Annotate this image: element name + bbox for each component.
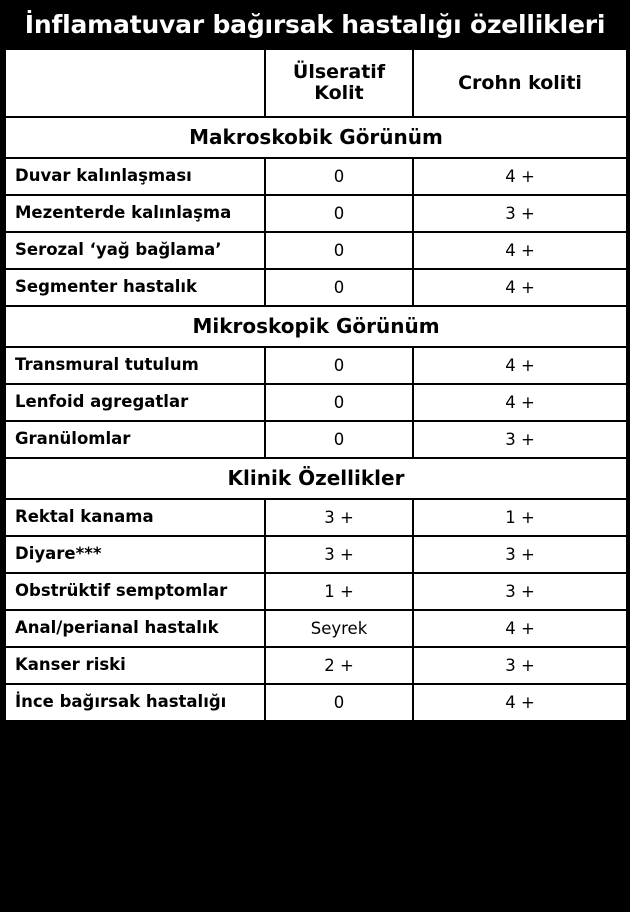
row-value-cd: 4 + — [413, 610, 627, 647]
row-label: Rektal kanama — [5, 499, 265, 536]
row-label: Segmenter hastalık — [5, 269, 265, 306]
section-heading: Klinik Özellikler — [5, 458, 627, 499]
row-value-cd: 4 + — [413, 347, 627, 384]
row-value-uc: 0 — [265, 269, 413, 306]
row-value-cd: 4 + — [413, 232, 627, 269]
row-value-uc: 0 — [265, 158, 413, 195]
row-value-cd: 3 + — [413, 536, 627, 573]
row-label: İnce bağırsak hastalığı — [5, 684, 265, 721]
row-value-cd: 4 + — [413, 384, 627, 421]
row-value-cd: 3 + — [413, 647, 627, 684]
row-value-cd: 3 + — [413, 195, 627, 232]
table-row — [5, 232, 627, 269]
row-value-uc: 0 — [265, 232, 413, 269]
row-value-cd: 3 + — [413, 421, 627, 458]
row-label: Kanser riski — [5, 647, 265, 684]
table-row — [5, 610, 627, 647]
row-value-cd: 3 + — [413, 573, 627, 610]
row-value-cd: 1 + — [413, 499, 627, 536]
section-heading-row — [5, 117, 627, 158]
page-title: İnflamatuvar bağırsak hastalığı özellikleri — [4, 4, 626, 48]
row-label: Serozal ‘yağ bağlama’ — [5, 232, 265, 269]
table-row — [5, 536, 627, 573]
table-row — [5, 647, 627, 684]
row-value-uc: 0 — [265, 421, 413, 458]
row-label: Obstrüktif semptomlar — [5, 573, 265, 610]
table-row — [5, 158, 627, 195]
header-cell-feature — [5, 49, 265, 117]
row-value-uc: 2 + — [265, 647, 413, 684]
row-value-uc: 0 — [265, 384, 413, 421]
table-row — [5, 421, 627, 458]
table-row — [5, 195, 627, 232]
row-label: Lenfoid agregatlar — [5, 384, 265, 421]
row-label: Anal/perianal hastalık — [5, 610, 265, 647]
row-label: Transmural tutulum — [5, 347, 265, 384]
row-value-uc: 1 + — [265, 573, 413, 610]
table-header-row — [5, 49, 627, 117]
row-value-uc: 0 — [265, 195, 413, 232]
section-heading-row — [5, 306, 627, 347]
row-value-cd: 4 + — [413, 684, 627, 721]
row-label: Mezenterde kalınlaşma — [5, 195, 265, 232]
section-heading-row — [5, 458, 627, 499]
header-cell-crohn-colitis: Crohn koliti — [413, 49, 627, 117]
table-row — [5, 384, 627, 421]
table-row — [5, 269, 627, 306]
section-heading: Mikroskopik Görünüm — [5, 306, 627, 347]
ibd-comparison-table — [4, 48, 628, 722]
row-value-uc: 3 + — [265, 536, 413, 573]
row-value-uc: Seyrek — [265, 610, 413, 647]
header-cell-ulcerative-colitis: Ülseratif Kolit — [265, 49, 413, 117]
table-row — [5, 573, 627, 610]
table-row — [5, 499, 627, 536]
section-heading: Makroskobik Görünüm — [5, 117, 627, 158]
row-value-uc: 0 — [265, 684, 413, 721]
row-value-uc: 3 + — [265, 499, 413, 536]
row-value-cd: 4 + — [413, 269, 627, 306]
row-label: Diyare*** — [5, 536, 265, 573]
table-row — [5, 684, 627, 721]
row-value-cd: 4 + — [413, 158, 627, 195]
row-value-uc: 0 — [265, 347, 413, 384]
row-label: Duvar kalınlaşması — [5, 158, 265, 195]
table-row — [5, 347, 627, 384]
row-label: Granülomlar — [5, 421, 265, 458]
